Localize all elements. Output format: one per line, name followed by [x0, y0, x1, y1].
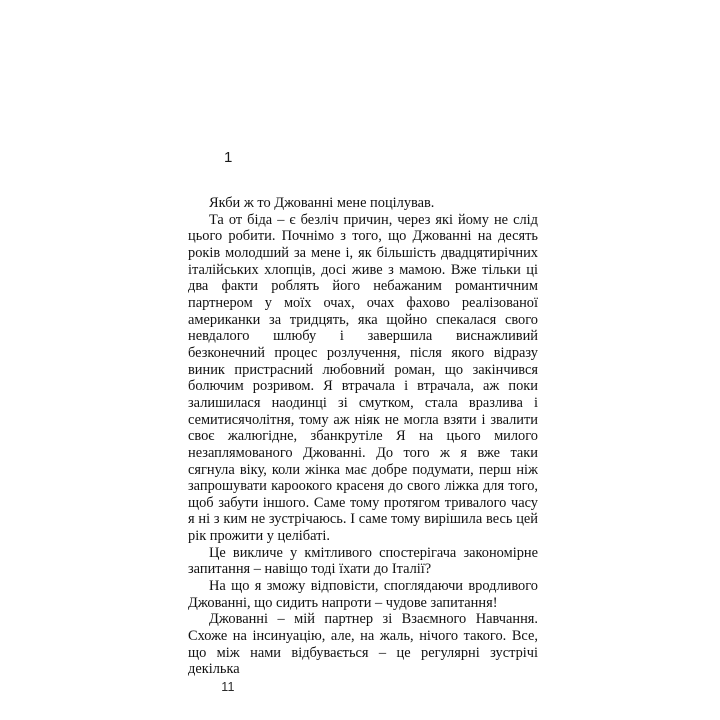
body-text	[188, 195, 538, 678]
paragraph: На що я зможу відповісти, споглядаючи вродливого Джованні, що сидить напроти – чудове запитання!	[188, 578, 538, 611]
paragraph: Це викличе у кмітливого спостерігача закономірне запитання – навіщо тоді їхати до Італії?	[188, 544, 538, 578]
text-column	[188, 150, 538, 678]
page-number: 11	[221, 680, 235, 694]
paragraph: Та от біда – є безліч причин, через які йому не слід цього робити. Почнімо з того, що Джованні на десять років молодший за мене і, як більшість двадцятирічних італійських хлопців, досі живе з мамою. Вже тільки ці два факти роблять його небажаним романтичним партнером у моїх очах, очах фахово реалізованої американки за тридцять, яка щойно спекалася свого невдалого шлюбу і завершила виснажливий безконечний процес розлучення, після якого відразу виник пристрасний любовний роман, що закінчився болючим розривом. Я втрачала і втрачала, аж поки залишилася наодинці зі смутком, стала вразлива і семитисячолітня, тому аж ніяк не могла взяти і звалити своє жалюгідне, збанкрутіле Я на цього милого незаплямованого Джованні. До того ж я вже таки сягнула віку, коли жінка має добре подумати, перш ніж запрошувати кароокого красеня до свого ліжка для того, щоб забути іншого. Саме тому протягом тривалого часу я ні з ким не зустрічаюсь. І саме тому вирішила весь цей рік прожити у целібаті.	[188, 211, 538, 545]
chapter-number: 1	[224, 149, 233, 166]
paragraph: Джованні – мій партнер зі Взаємного Навчання. Схоже на інсинуацію, але, на жаль, нічого такого. Все, що між нами відбувається – це регулярні зустрічі декілька	[188, 611, 538, 678]
paragraph: Якби ж то Джованні мене поцілував.	[209, 195, 435, 211]
